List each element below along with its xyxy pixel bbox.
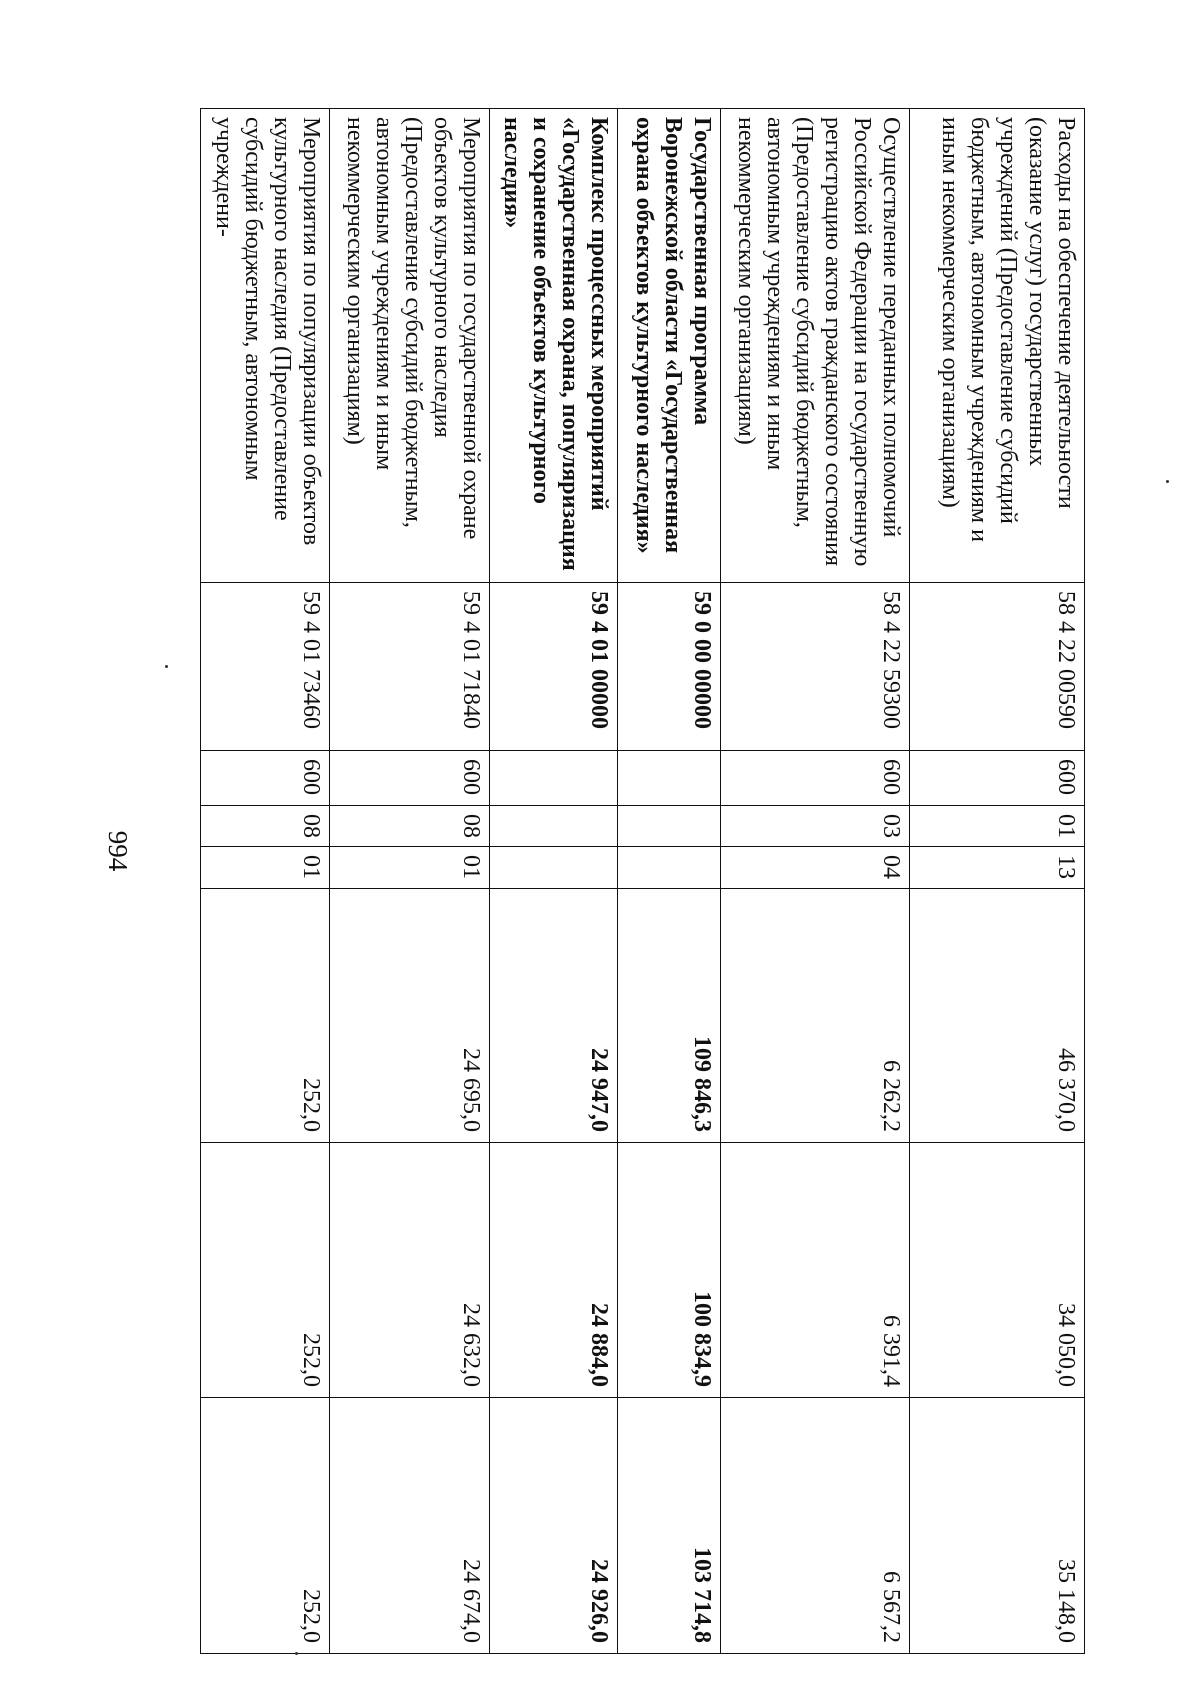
- scan-speck: [1166, 480, 1169, 483]
- budget-table: [200, 108, 1085, 1654]
- scan-speck: [165, 665, 168, 668]
- expense-type-code: 600: [201, 751, 330, 806]
- expense-type-code: 600: [721, 751, 910, 806]
- section-code: 01: [909, 806, 1084, 847]
- amount-year-1: 24 695,0: [329, 889, 489, 1143]
- amount-year-1: 109 846,3: [618, 889, 721, 1143]
- amount-year-1: 252,0: [201, 889, 330, 1143]
- table-row: [909, 109, 1084, 1654]
- expense-type-code: [618, 751, 721, 806]
- amount-year-3: 103 714,8: [618, 1398, 721, 1654]
- table-row: [201, 109, 330, 1654]
- table-row: [618, 109, 721, 1654]
- subsection-code: 01: [201, 847, 330, 889]
- scan-speck: [295, 1652, 298, 1655]
- amount-year-3: 6 567,2: [721, 1398, 910, 1654]
- subsection-code: 13: [909, 847, 1084, 889]
- subsection-code: [618, 847, 721, 889]
- row-name: Осуществление переданных полномочий Российской Федерации на государственную регистрацию актов гражданского состояния (Предоставление субсидий бюджетным, автономным учреждениям и иным некоммерческим организациям): [721, 109, 910, 583]
- subsection-code: 01: [329, 847, 489, 889]
- table-row: [721, 109, 910, 1654]
- target-article-code: 59 0 00 00000: [618, 583, 721, 751]
- target-article-code: 58 4 22 59300: [721, 583, 910, 751]
- amount-year-2: 252,0: [201, 1143, 330, 1398]
- amount-year-1: 24 947,0: [489, 889, 618, 1143]
- amount-year-2: 24 884,0: [489, 1143, 618, 1398]
- target-article-code: 59 4 01 71840: [329, 583, 489, 751]
- amount-year-1: 46 370,0: [909, 889, 1084, 1143]
- rotated-page-content: [200, 108, 1085, 1653]
- expense-type-code: [489, 751, 618, 806]
- amount-year-3: 24 926,0: [489, 1398, 618, 1654]
- row-name: Комплекс процессных мероприятий «Государственная охрана, популяризация и сохранение объектов культурного наследия»: [489, 109, 618, 583]
- target-article-code: 59 4 01 73460: [201, 583, 330, 751]
- subsection-code: [489, 847, 618, 889]
- amount-year-3: 252,0: [201, 1398, 330, 1654]
- amount-year-2: 6 391,4: [721, 1143, 910, 1398]
- subsection-code: 04: [721, 847, 910, 889]
- target-article-code: 59 4 01 00000: [489, 583, 618, 751]
- expense-type-code: 600: [909, 751, 1084, 806]
- amount-year-2: 34 050,0: [909, 1143, 1084, 1398]
- section-code: 08: [201, 806, 330, 847]
- row-name: Мероприятия по популяризации объектов культурного наследия (Предоставление субсидий бюджетным, автономным учреждени-: [201, 109, 330, 583]
- expense-type-code: 600: [329, 751, 489, 806]
- amount-year-2: 100 834,9: [618, 1143, 721, 1398]
- row-name: Государственная программа Воронежской области «Государственная охрана объектов культурного наследия»: [618, 109, 721, 583]
- section-code: [489, 806, 618, 847]
- section-code: [618, 806, 721, 847]
- row-name: Расходы на обеспечение деятельности (оказание услуг) государственных учреждений (Предоставление субсидий бюджетным, автономным учреждениям и иным некоммерческим организациям): [909, 109, 1084, 583]
- amount-year-3: 35 148,0: [909, 1398, 1084, 1654]
- page-number: 994: [103, 830, 133, 872]
- amount-year-3: 24 674,0: [329, 1398, 489, 1654]
- section-code: 03: [721, 806, 910, 847]
- amount-year-2: 24 632,0: [329, 1143, 489, 1398]
- amount-year-1: 6 262,2: [721, 889, 910, 1143]
- table-row: [489, 109, 618, 1654]
- table-row: [329, 109, 489, 1654]
- section-code: 08: [329, 806, 489, 847]
- target-article-code: 58 4 22 00590: [909, 583, 1084, 751]
- row-name: Мероприятия по государственной охране объектов культурного наследия (Предоставление субсидий бюджетным, автономным учреждениям и иным некоммерческим организациям): [329, 109, 489, 583]
